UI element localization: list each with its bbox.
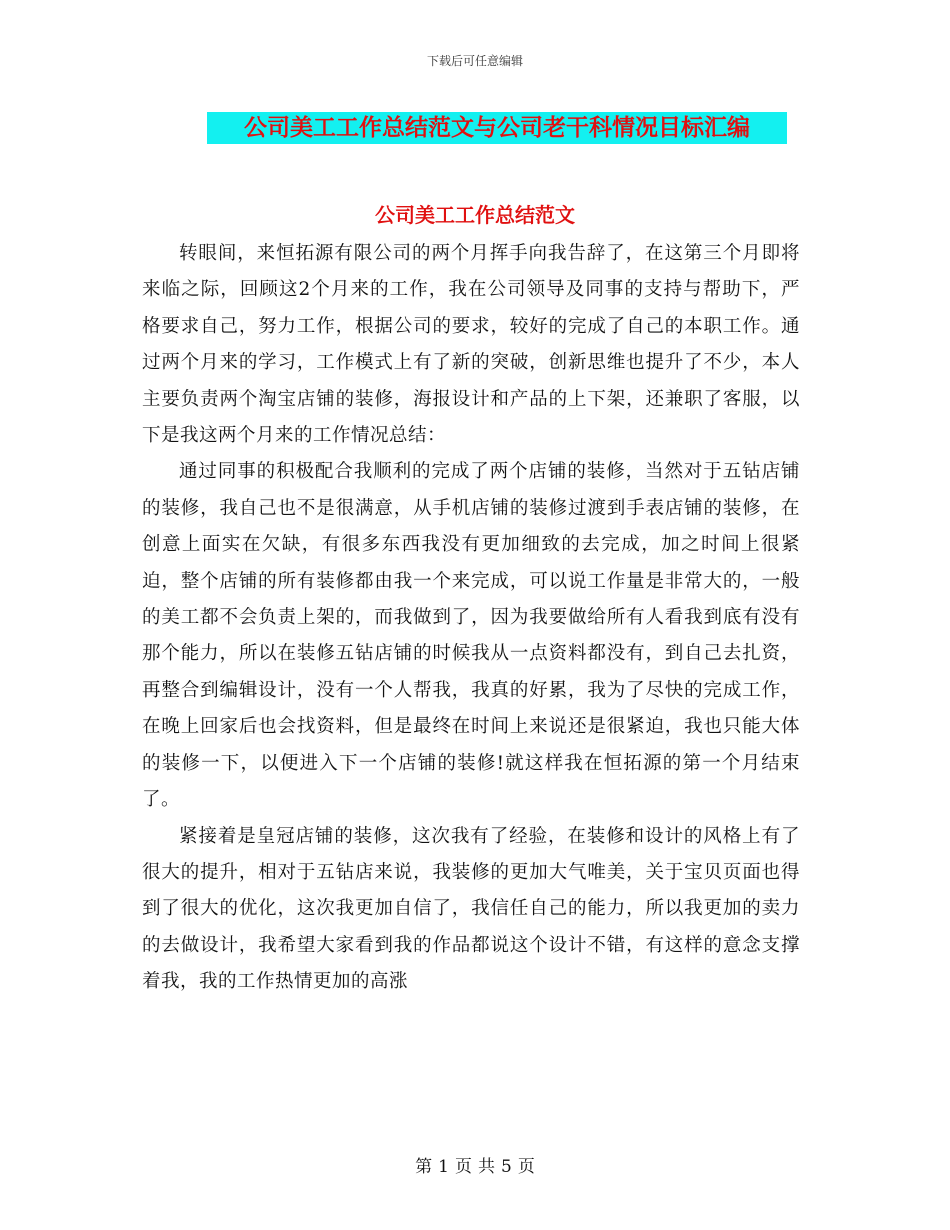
footer-prefix: 第 [415, 1157, 433, 1177]
paragraph-2: 通过同事的积极配合我顺利的完成了两个店铺的装修，当然对于五钻店铺的装修，我自己也不是很满意，从手机店铺的装修过渡到手表店铺的装修，在创意上面实在欠缺，有很多东西我没有更加细致的去完成，加之时间上很紧迫，整个店铺的所有装修都由我一个来完成，可以说工作量是非常大的，一般的美工都不会负责上架的，而我做到了，因为我要做给所有人看我到底有没有那个能力，所以在装修五钻店铺的时候我从一点资料都没有，到自己去扎资，再整合到编辑设计，没有一个人帮我，我真的好累，我为了尽快的完成工作，在晚上回家后也会找资料，但是最终在时间上来说还是很紧迫，我也只能大体的装修一下，以便进入下一个店铺的装修!就这样我在恒拓源的第一个月结束了。 [142, 461, 800, 811]
header-note: 下载后可任意编辑 [426, 54, 523, 68]
footer-page-label: 页 [455, 1157, 472, 1177]
paragraph-3: 紧接着是皇冠店铺的装修，这次我有了经验，在装修和设计的风格上有了很大的提升，相对于五钻店来说，我装修的更加大气唯美，关于宝贝页面也得到了很大的优化，这次我更加自信了，我信任自己的能力，所以我更加的卖力的去做设计，我希望大家看到我的作品都说这个设计不错，有这样的意念支撑着我，我的工作热情更加的高涨 [142, 825, 800, 993]
document-title: 公司美工工作总结范文与公司老干科情况目标汇编 [207, 112, 787, 144]
page-footer [0, 1152, 950, 1177]
document-body [142, 236, 800, 1001]
footer-page-number: 1 [438, 1157, 449, 1177]
section-title: 公司美工工作总结范文 [375, 203, 575, 227]
paragraph-1: 转眼间，来恒拓源有限公司的两个月挥手向我告辞了，在这第三个月即将来临之际，回顾这2个月来的工作，我在公司领导及同事的支持与帮助下，严格要求自己，努力工作，根据公司的要求，较好的完成了自己的本职工作。通过两个月来的学习，工作模式上有了新的突破，创新思维也提升了不少，本人主要负责两个淘宝店铺的装修，海报设计和产品的上下架，还兼职了客服，以下是我这两个月来的工作情况总结： [142, 243, 800, 447]
footer-suffix: 页 [517, 1157, 535, 1177]
footer-total-label: 共 [478, 1157, 495, 1177]
footer-total-pages: 5 [501, 1157, 512, 1177]
